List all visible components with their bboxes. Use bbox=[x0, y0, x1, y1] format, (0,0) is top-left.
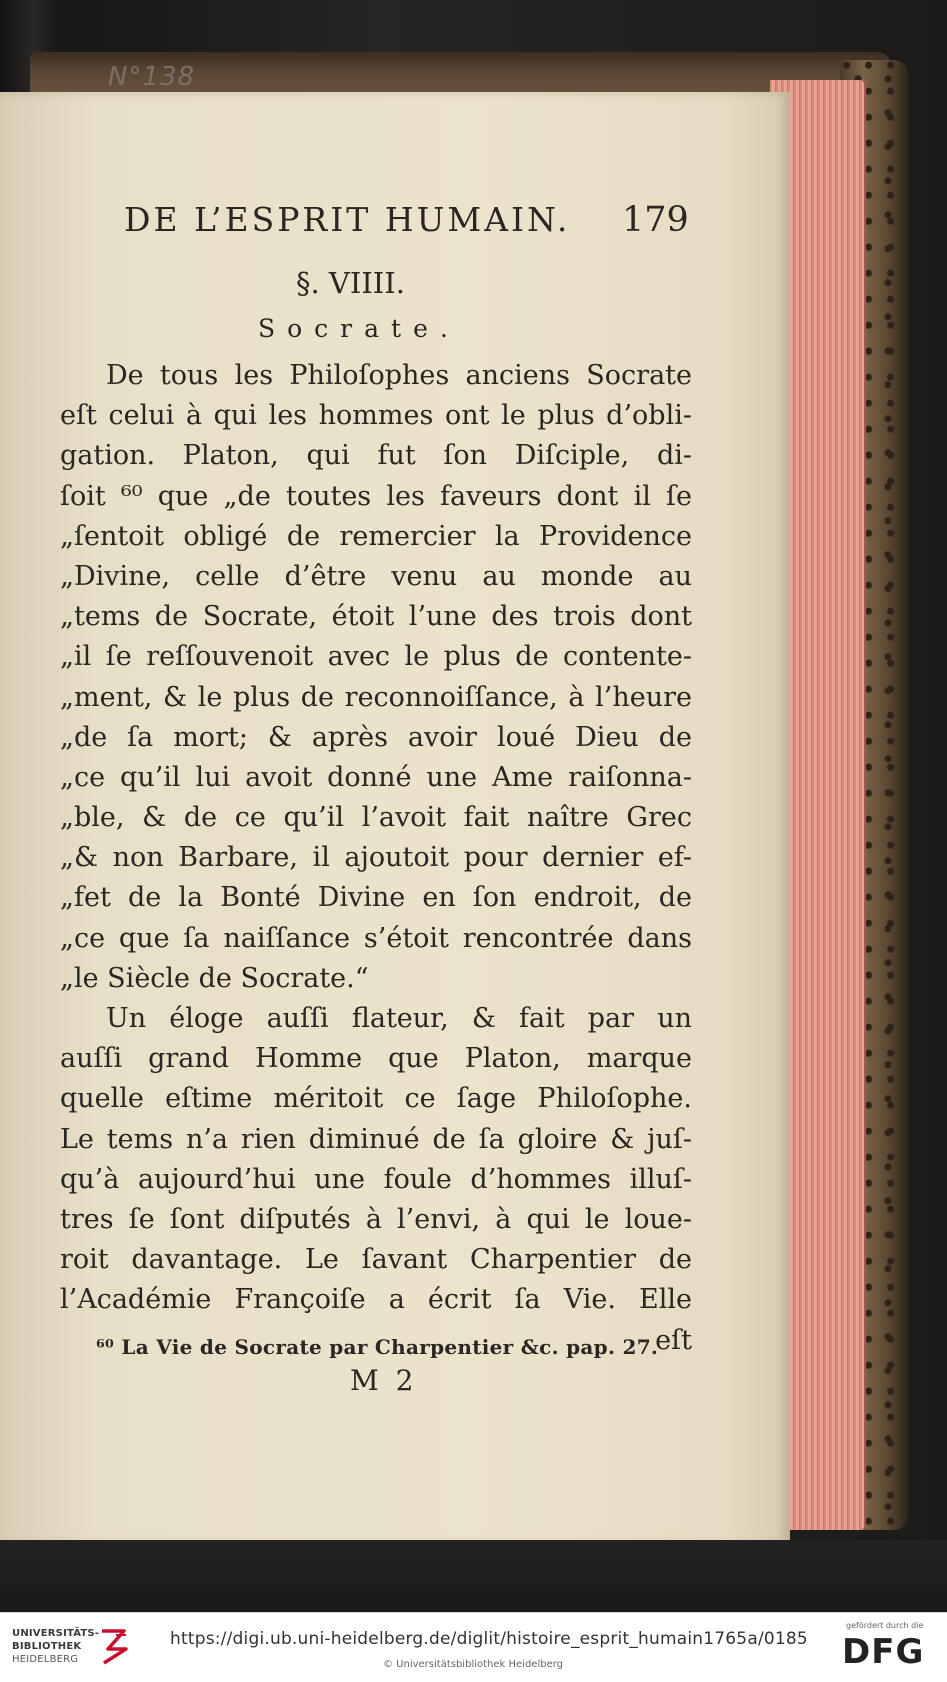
text-line: qu’à aujourd’hui une foule d’hommes illuſ- bbox=[60, 1163, 692, 1195]
text-line: auſſi grand Homme que Platon, marque bbox=[60, 1043, 692, 1075]
text-line: „tems de Socrate, étoit l’une des trois dont bbox=[60, 601, 692, 633]
footnote: ⁶⁰ La Vie de Socrate par Charpentier &c. pap. 27. bbox=[96, 1335, 659, 1359]
text-line: „Divine, celle d’être venu au monde au bbox=[60, 560, 692, 592]
text-line: ſoit ⁶⁰ que „de toutes les faveurs dont il ſe bbox=[60, 480, 692, 512]
text-line: eſt celui à qui les hommes ont le plus d’obli- bbox=[60, 400, 692, 432]
text-line: „& non Barbare, il ajoutoit pour dernier ef- bbox=[60, 842, 692, 874]
text-line: l’Académie Françoiſe a écrit ſa Vie. Elle bbox=[60, 1284, 692, 1316]
library-name-line: UNIVERSITÄTS- bbox=[12, 1628, 100, 1639]
funder-caption: gefördert durch die bbox=[846, 1621, 924, 1630]
text-line: „ble, & de ce qu’il l’avoit fait naître Grec bbox=[60, 802, 692, 834]
body-text bbox=[60, 356, 692, 1361]
text-line: De tous les Philoſophes anciens Socrate bbox=[106, 360, 692, 391]
text-line: „de ſa mort; & après avoir loué Dieu de bbox=[60, 721, 692, 753]
scan-background-bottom bbox=[0, 1540, 947, 1612]
book-page bbox=[0, 92, 790, 1544]
signature-mark: M 2 bbox=[350, 1364, 418, 1397]
text-line: tres ſe ſont diſputés à l’envi, à qui le loue- bbox=[60, 1203, 692, 1235]
text-line: „le Siècle de Socrate.“ bbox=[60, 962, 369, 994]
text-line: „ce que ſa naiſſance s’étoit rencontrée dans bbox=[60, 922, 692, 954]
page-number: 179 bbox=[622, 200, 689, 240]
pencil-shelfmark: N°138 bbox=[108, 62, 196, 92]
library-name-line: HEIDELBERG bbox=[12, 1654, 79, 1665]
library-name-line: BIBLIOTHEK bbox=[12, 1641, 82, 1652]
text-line: „il ſe reſſouvenoit avec le plus de contente- bbox=[60, 641, 692, 673]
text-line: quelle eſtime méritoit ce ſage Philoſophe. bbox=[60, 1083, 692, 1115]
copyright-notice: © Universitätsbibliothek Heidelberg bbox=[383, 1659, 564, 1670]
section-number: §. VIIII. bbox=[296, 266, 405, 300]
section-heading: Socrate. bbox=[258, 314, 460, 343]
text-line: roit davantage. Le ſavant Charpentier de bbox=[60, 1244, 692, 1276]
text-line: „fet de la Bonté Divine en ſon endroit, de bbox=[60, 882, 692, 914]
dfg-logo[interactable]: DFG bbox=[842, 1632, 925, 1672]
permalink-url[interactable]: https://digi.ub.uni-heidelberg.de/diglit/histoire_esprit_humain1765a/0185 bbox=[170, 1629, 808, 1649]
text-line: Le tems n’a rien diminué de ſa gloire & juſ- bbox=[60, 1123, 692, 1155]
library-emblem-icon bbox=[96, 1625, 132, 1667]
text-line: „ment, & le plus de reconnoiſſance, à l’heure bbox=[60, 681, 692, 713]
text-line: „ce qu’il lui avoit donné une Ame raiſonna- bbox=[60, 761, 692, 793]
page-text bbox=[0, 92, 790, 1544]
viewer-footer bbox=[0, 1612, 947, 1682]
running-title: DE L’ESPRIT HUMAIN. bbox=[124, 200, 571, 239]
text-line: Un éloge auſſi flateur, & fait par un bbox=[106, 1003, 692, 1034]
text-line: „ſentoit obligé de remercier la Providence bbox=[60, 520, 692, 552]
catchword: eſt bbox=[655, 1324, 692, 1356]
text-line: gation. Platon, qui fut ſon Diſciple, di- bbox=[60, 440, 692, 472]
